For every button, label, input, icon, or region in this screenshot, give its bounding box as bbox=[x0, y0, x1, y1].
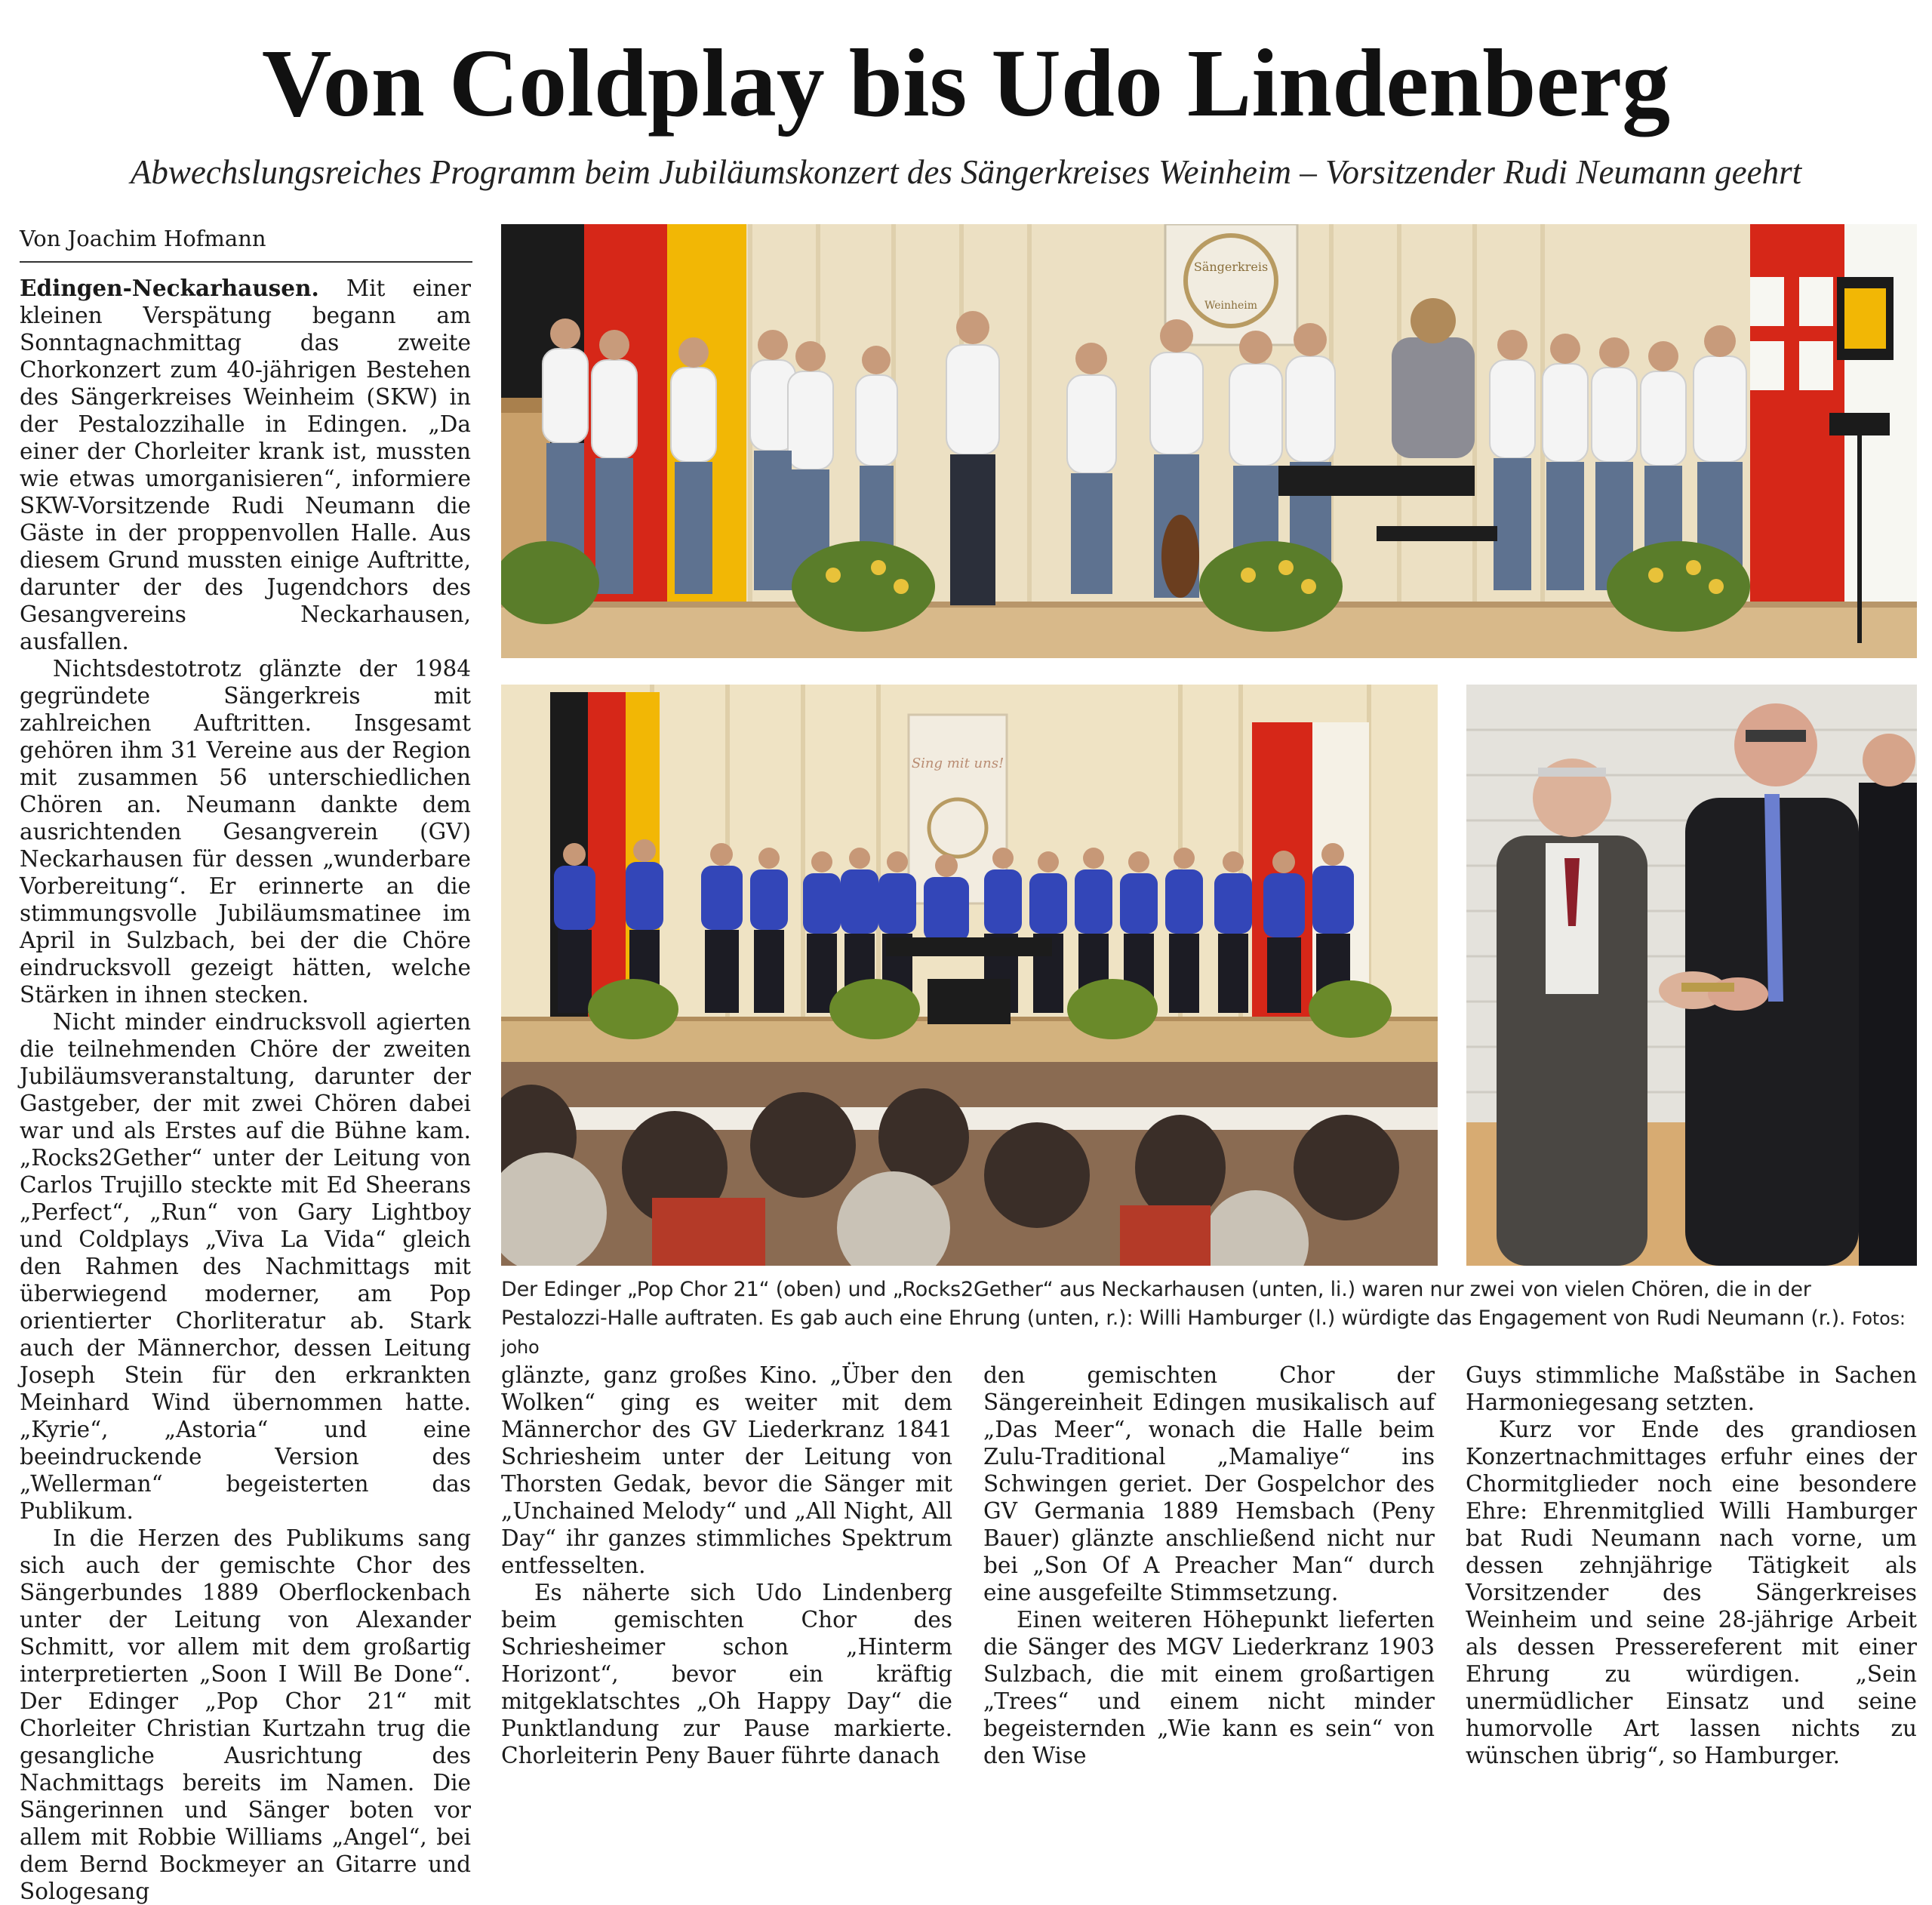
subheadline: Abwechslungsreiches Programm beim Jubiläumskonzert des Sängerkreises Weinheim – Vorsitzender Rudi Neumann geehrt bbox=[130, 153, 1802, 191]
photo-ehrung bbox=[1466, 685, 1917, 1266]
photo-credit: Fotos: joho bbox=[501, 1308, 1906, 1358]
article-column-4 bbox=[1466, 1362, 1917, 1769]
paragraph-4: In die Herzen des Publikums sang sich auch der gemischte Chor des Sängerbundes 1889 Oberflockenbach unter der Leitung von Alexander Schmitt, vor allem mit dem großartig interpretierten „Soon I Will Be Done“. Der Edinger „Pop Chor 21“ mit Chorleiter Christian Kurtzahn trug die gesangliche Ausrichtung des Nachmittags bereits im Namen. Die Sängerinnen und Sänger boten vor allem mit Robbie Williams „Angel“, bei dem Bernd Bockmeyer an Gitarre und Sologesang bbox=[20, 1525, 471, 1904]
paragraph-10: Kurz vor Ende des grandiosen Konzertnachmittages erfuhr eines der Chormitglieder noch eine besondere Ehre: Ehrenmitglied Willi Hamburger bat Rudi Neumann nach vorne, um dessen zehnjährige Tätigkeit als Vorsitzender des Sängerkreises Weinheim und seine 28-jährige Arbeit als dessen Pressereferent mit einer Ehrung zu würdigen. „Sein unermüdlicher Einsatz und seine humorvolle Art lassen nichts zu wünschen übrig“, so Hamburger. bbox=[1466, 1417, 1917, 1768]
photo-pop-chor-21 bbox=[501, 224, 1917, 658]
banner-weinheim-text: Weinheim bbox=[1204, 300, 1258, 312]
paragraph-6: Es näherte sich Udo Lindenberg beim gemischten Chor des Schriesheimer schon „Hinterm Horizont“, bevor ein kräftig mitgeklatschtes „Oh Happy Day“ die Punktlandung zur Pause markierte. Chorleiterin Peny Bauer führte danach bbox=[501, 1580, 952, 1768]
paragraph-7: den gemischten Chor der Sängereinheit Edingen musikalisch auf „Das Meer“, wonach die Halle beim Zulu-Traditional „Mamaliye“ ins Schwingen geriet. Der Gospelchor des GV Germania 1889 Hemsbach (Peny Bauer) glänzte anschließend nicht nur bei „Son Of A Preacher Man“ durch eine ausgefeilte Stimmsetzung. bbox=[983, 1362, 1435, 1605]
article-column-2 bbox=[501, 1362, 952, 1769]
article-column-1 bbox=[20, 275, 471, 1905]
dateline: Edingen-Neckarhausen. bbox=[20, 275, 319, 301]
paragraph-3: Nicht minder eindrucksvoll agierten die teilnehmenden Chöre der zweiten Jubiläumsveranstaltung, darunter der Gastgeber, der mit zwei Chören dabei war und als Erstes auf die Bühne kam. „Rocks2Gether“ unter der Leitung von Carlos Trujillo steckte mit Ed Sheerans „Perfect“, „Run“ von Gary Lightboy und Coldplays „Viva La Vida“ gleich den Rahmen des Nachmittags mit überwiegend moderner, am Pop orientierter Chorliteratur ab. Stark auch der Männerchor, dessen Leitung Joseph Stein für den erkrankten Meinhard Wind übernommen hatte. „Kyrie“, „Astoria“ und eine beeindruckende Version des „Wellerman“ begeisterten das Publikum. bbox=[20, 1009, 471, 1524]
paragraph-1-text: Mit einer kleinen Verspätung begann am Sonntagnachmittag das zweite Chorkonzert zum 40-jährigen Bestehen des Sängerkreises Weinheim (SKW) in der Pestalozzihalle in Edingen. „Da einer der Chorleiter krank ist, mussten wie etwas umorganisieren“, informiere SKW-Vorsitzende Rudi Neumann die Gäste in der proppenvollen Halle. Aus diesem Grund mussten einige Auftritte, darunter der des Jugendchors des Gesangvereins Neckarhausen, ausfallen. bbox=[20, 275, 471, 654]
photo-caption bbox=[501, 1276, 1917, 1362]
paragraph-5: glänzte, ganz großes Kino. „Über den Wolken“ ging es weiter mit dem Männerchor des GV Liederkranz 1841 Schriesheim unter der Leitung von Thorsten Gedak, bevor die Sänger mit „Unchained Melody“ und „All Night, All Day“ ihr ganzes stimmliches Spektrum entfesselten. bbox=[501, 1362, 952, 1578]
paragraph-8: Einen weiteren Höhepunkt lieferten die Sänger des MGV Liederkranz 1903 Sulzbach, die mit einem großartigen „Trees“ und einem nicht minder begeisternden „Wie kann es sein“ von den Wise bbox=[983, 1607, 1435, 1768]
byline: Von Joachim Hofmann bbox=[20, 223, 472, 263]
headline: Von Coldplay bis Udo Lindenberg bbox=[261, 29, 1671, 137]
paragraph-2: Nichtsdestotrotz glänzte der 1984 gegründete Sängerkreis mit zahlreichen Auftritten. Insgesamt gehören ihm 31 Vereine aus der Region mit zusammen 56 unterschiedlichen Chören an. Neumann dankte dem ausrichtenden Gesangverein (GV) Neckarhausen für dessen „wunderbare Vorbereitung“. Er erinnerte an die stimmungsvolle Jubiläumsmatinee im April in Sulzbach, bei der die Chöre eindrucksvoll gezeigt hätten, welche Stärken in ihnen stecken. bbox=[20, 656, 471, 1008]
paragraph-1 bbox=[20, 275, 471, 655]
paragraph-9: Guys stimmliche Maßstäbe in Sachen Harmoniegesang setzten. bbox=[1466, 1362, 1917, 1415]
caption-text: Der Edinger „Pop Chor 21“ (oben) und „Rocks2Gether“ aus Neckarhausen (unten, li.) waren nur zwei von vielen Chören, die in der Pestalozzi-Halle auftraten. Es gab auch eine Ehrung (unten, r.): Willi Hamburger (l.) würdigte das Engagement von Rudi Neumann (r.). bbox=[501, 1278, 1846, 1330]
banner-sing-mit-uns: Sing mit uns! bbox=[911, 756, 1004, 771]
banner-saengerkreis-text: Sängerkreis bbox=[1193, 260, 1269, 274]
photo-rocks2gether bbox=[501, 685, 1438, 1266]
article-column-3 bbox=[983, 1362, 1435, 1769]
